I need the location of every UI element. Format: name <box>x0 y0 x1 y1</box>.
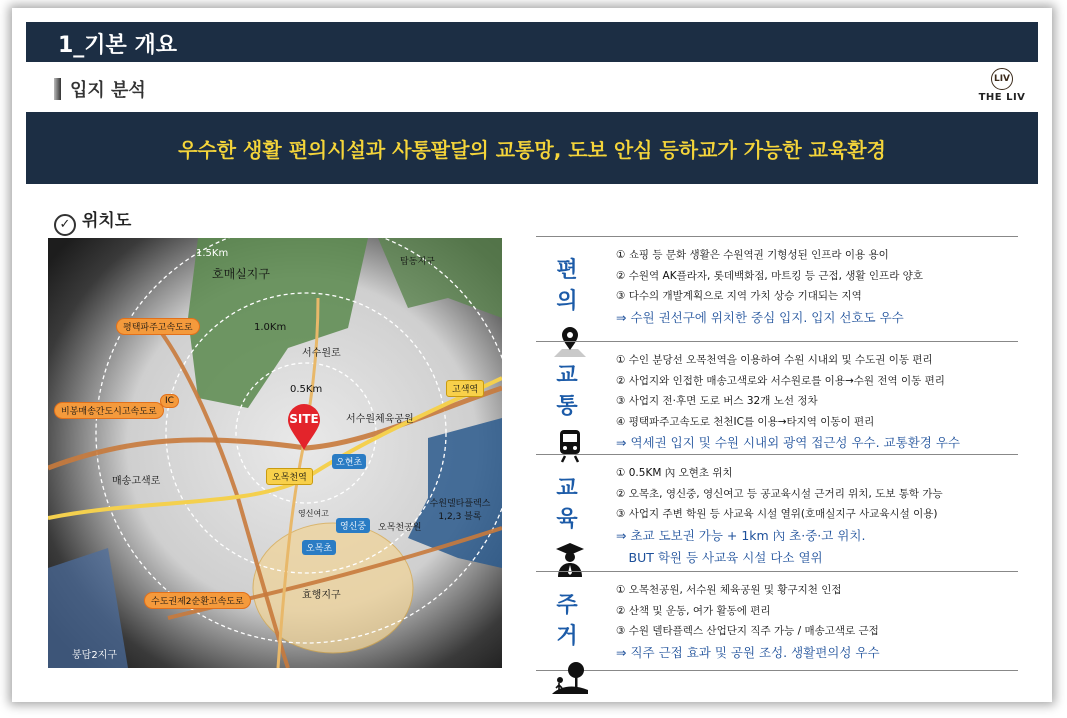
list-item: ① 0.5KM 內 오현초 위치 <box>616 467 733 479</box>
table-row <box>536 454 1018 571</box>
list-item: ③ 수원 델타플렉스 산업단지 직주 가능 / 매송고색로 근접 <box>616 625 879 637</box>
list-item: ② 사업지와 인접한 매송고색로와 서수원로를 이용→수원 전역 이동 편리 <box>616 374 945 387</box>
maesong-road-label: 매송고색로 <box>112 476 161 487</box>
section-marker-icon <box>54 78 61 100</box>
hyohaeng-label: 효행지구 <box>302 590 341 601</box>
title-bar <box>26 22 1038 62</box>
list-item: ① 수인 분당선 오목천역을 이용하여 수원 시내외 및 수도권 이동 편리 <box>616 354 933 366</box>
summary-text: ⇒ 직주 근접 효과 및 공원 조성. 생활편의성 우수 <box>616 644 880 660</box>
page-title: 1_기본 개요 <box>58 33 177 58</box>
headline-banner <box>26 112 1038 184</box>
list-item: ④ 평택파주고속도로 천천IC를 이용→타지역 이동이 편리 <box>616 415 875 428</box>
omokcheon-station-label: 오목천역 <box>266 468 313 485</box>
tech-complex-label: 수원델타플렉스 1,2,3 블록 <box>429 499 491 522</box>
list-item: ③ 사업지 전·후면 도로 버스 32개 노선 정차 <box>616 395 818 407</box>
homaesil-label: 호매실지구 <box>212 267 270 281</box>
list-item: ① 오목천공원, 서수원 체육공원 및 황구지천 인접 <box>616 584 842 596</box>
section-title: 입지 분석 <box>70 80 146 101</box>
pyeongtaek-label: 평택파주고속도로 <box>116 318 200 335</box>
tree-icon <box>550 656 590 696</box>
bongdam-label: 봉담2지구 <box>72 650 118 661</box>
seosuwonro-label: 서수원로 <box>302 348 341 359</box>
ring-10-label: 1.0Km <box>254 322 287 333</box>
category-education <box>536 455 604 571</box>
table-row <box>536 341 1018 454</box>
ic-label: IC <box>160 394 179 408</box>
seosuwon-sports-label: 서수원체육공원 <box>346 414 414 425</box>
list-item: ② 오목초, 영신중, 영신여고 등 공교육시설 근거리 위치, 도보 통학 가능 <box>616 487 943 500</box>
tapdong-label: 탑동지구 <box>400 257 435 267</box>
location-map <box>48 238 502 668</box>
summary-text: ⇒ 역세권 입지 및 수원 시내외 광역 접근성 우수. 교통환경 우수 <box>616 435 960 450</box>
category-label: 주 거 <box>556 593 584 649</box>
omok-elem-label: 오목초 <box>302 540 336 555</box>
sudo2-label: 수도권제2순환고속도로 <box>144 592 251 609</box>
location-heading <box>54 206 131 236</box>
summary-text: ⇒ 수원 권선구에 위치한 중심 입지. 입지 선호도 우수 <box>616 309 904 325</box>
category-label: 교 육 <box>556 476 584 532</box>
map-graphic <box>48 238 502 668</box>
logo-text: THE LIV <box>978 92 1026 103</box>
omokcheon-park-label: 오목천공원 <box>378 523 422 533</box>
ring-05-label: 0.5Km <box>290 384 323 395</box>
site-label: SITE <box>289 412 319 426</box>
yeongsin-mid-label: 영신중 <box>336 518 370 533</box>
list-item: ① 쇼핑 등 문화 생활은 수원역권 기형성된 인프라 이용 용이 <box>616 249 889 261</box>
category-transport <box>536 342 604 454</box>
category-convenience <box>536 237 604 341</box>
ring-15-label: 1.5Km <box>196 248 229 259</box>
yeongsin-girls-label: 영신여고 <box>298 509 329 518</box>
ohyeon-school-label: 오현초 <box>332 454 366 469</box>
list-item: ② 산책 및 운동, 여가 활동에 편리 <box>616 604 771 617</box>
headline-text: 우수한 생활 편의시설과 사통팔달의 교통망, 도보 안심 등하교가 가능한 교육환경 <box>178 138 886 162</box>
logo-mark: LIV <box>991 68 1013 90</box>
table-row <box>536 236 1018 341</box>
bibong-label: 비봉매송간도시고속도로 <box>54 402 164 419</box>
list-item: ③ 사업지 주변 학원 등 사교육 시설 열위(호매실지구 사교육시설 이용) <box>616 508 938 520</box>
category-housing <box>536 572 604 670</box>
list-item: ② 수원역 AK플라자, 롯데백화점, 마트킹 등 근접, 생활 인프라 양호 <box>616 269 923 282</box>
location-heading-label: 위치도 <box>82 211 132 231</box>
list-item: ③ 다수의 개발계획으로 지역 가치 상승 기대되는 지역 <box>616 290 862 302</box>
gosaek-station-label: 고색역 <box>446 380 484 397</box>
site-marker <box>286 404 322 450</box>
summary-text: BUT 학원 등 사교육 시설 다소 열위 <box>616 549 823 565</box>
site-pin-icon <box>286 404 322 450</box>
analysis-table <box>536 236 1018 671</box>
summary-text: ⇒ 초교 도보권 가능 + 1km 內 초·중·고 위치. <box>616 527 866 543</box>
brand-logo <box>976 68 1028 108</box>
category-label: 교 통 <box>556 363 584 419</box>
check-circle-icon: ✓ <box>54 214 76 236</box>
category-label: 편 의 <box>556 258 584 314</box>
table-row <box>536 571 1018 671</box>
